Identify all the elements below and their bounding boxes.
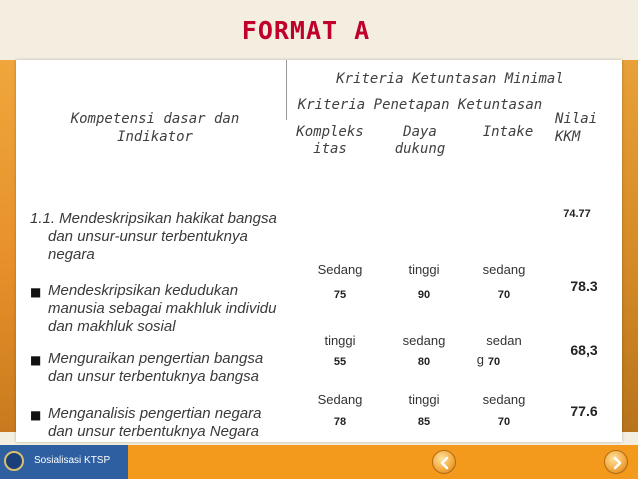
row2-kkm: 68,3 xyxy=(570,342,598,358)
next-slide-button[interactable] xyxy=(604,450,628,474)
row1-intake-label: sedang xyxy=(482,262,526,277)
row3-daya-label: tinggi xyxy=(408,392,440,407)
col-kompleks-2: itas xyxy=(313,141,347,157)
col-kompleks-1: Kompleks xyxy=(296,124,364,140)
main-item-line3: negara xyxy=(48,246,95,263)
footer-text: Sosialisasi KTSP xyxy=(34,455,111,466)
row2-line2: dan unsur terbentuknya bangsa xyxy=(48,368,259,385)
row1-kkm: 78.3 xyxy=(570,278,598,294)
side-bar-right xyxy=(622,60,638,432)
col-daya-2: dukung xyxy=(394,141,446,157)
bullet-icon: ■ xyxy=(30,353,42,367)
logo-icon xyxy=(4,451,24,471)
kpk-title: Kriteria Penetapan Ketuntasan xyxy=(297,97,543,113)
row1-line3: dan makhluk sosial xyxy=(48,318,176,335)
col-nilai-1: Nilai xyxy=(555,111,598,127)
row3-kompleks-value: 78 xyxy=(333,416,347,428)
prev-slide-button[interactable] xyxy=(432,450,456,474)
row2-kompleks-label: tinggi xyxy=(324,333,356,348)
row1-line1: Mendeskripsikan kedudukan xyxy=(48,282,239,299)
main-item-kkm: 74.77 xyxy=(563,208,591,220)
bullet-icon: ■ xyxy=(30,285,42,299)
row1-intake-value: 70 xyxy=(497,289,511,301)
header-divider xyxy=(286,60,287,120)
kd-header-line2: Indikator xyxy=(117,129,193,145)
arrow-left-icon xyxy=(437,455,453,471)
row1-kompleks-label: Sedang xyxy=(317,262,363,277)
row2-intake-value: 70 xyxy=(487,356,501,368)
col-intake: Intake xyxy=(482,124,534,140)
row2-intake-label-1: sedan xyxy=(486,333,522,348)
row3-kkm: 77.6 xyxy=(570,403,598,419)
row1-daya-value: 90 xyxy=(417,289,431,301)
row1-line2: manusia sebagai makhluk individu xyxy=(48,300,277,317)
main-item-line2: dan unsur-unsur terbentuknya xyxy=(48,228,248,245)
row1-kompleks-value: 75 xyxy=(333,289,347,301)
row3-kompleks-label: Sedang xyxy=(317,392,363,407)
main-item-line1: 1.1. Mendeskripsikan hakikat bangsa xyxy=(30,210,277,227)
row2-line1: Menguraikan pengertian bangsa xyxy=(48,350,264,367)
footer-bar xyxy=(0,445,638,479)
row2-intake-label-2: g xyxy=(476,352,484,367)
row3-intake-value: 70 xyxy=(497,416,511,428)
col-nilai-2: KKM xyxy=(555,129,581,145)
row3-intake-label: sedang xyxy=(482,392,526,407)
col-daya-1: Daya xyxy=(403,124,437,140)
arrow-right-icon xyxy=(609,455,625,471)
page-title: FORMAT A xyxy=(241,16,371,45)
side-bar-left xyxy=(0,60,16,432)
row2-kompleks-value: 55 xyxy=(333,356,347,368)
row2-daya-label: sedang xyxy=(402,333,446,348)
row3-line2: dan unsur terbentuknya Negara xyxy=(48,423,259,440)
row3-line1: Menganalisis pengertian negara xyxy=(48,405,262,422)
kkm-title: Kriteria Ketuntasan Minimal xyxy=(336,71,564,87)
row3-daya-value: 85 xyxy=(417,416,431,428)
kd-header-line1: Kompetensi dasar dan xyxy=(70,111,240,127)
row2-daya-value: 80 xyxy=(417,356,431,368)
row1-daya-label: tinggi xyxy=(408,262,440,277)
footer-brand xyxy=(0,445,128,479)
bullet-icon: ■ xyxy=(30,408,42,422)
